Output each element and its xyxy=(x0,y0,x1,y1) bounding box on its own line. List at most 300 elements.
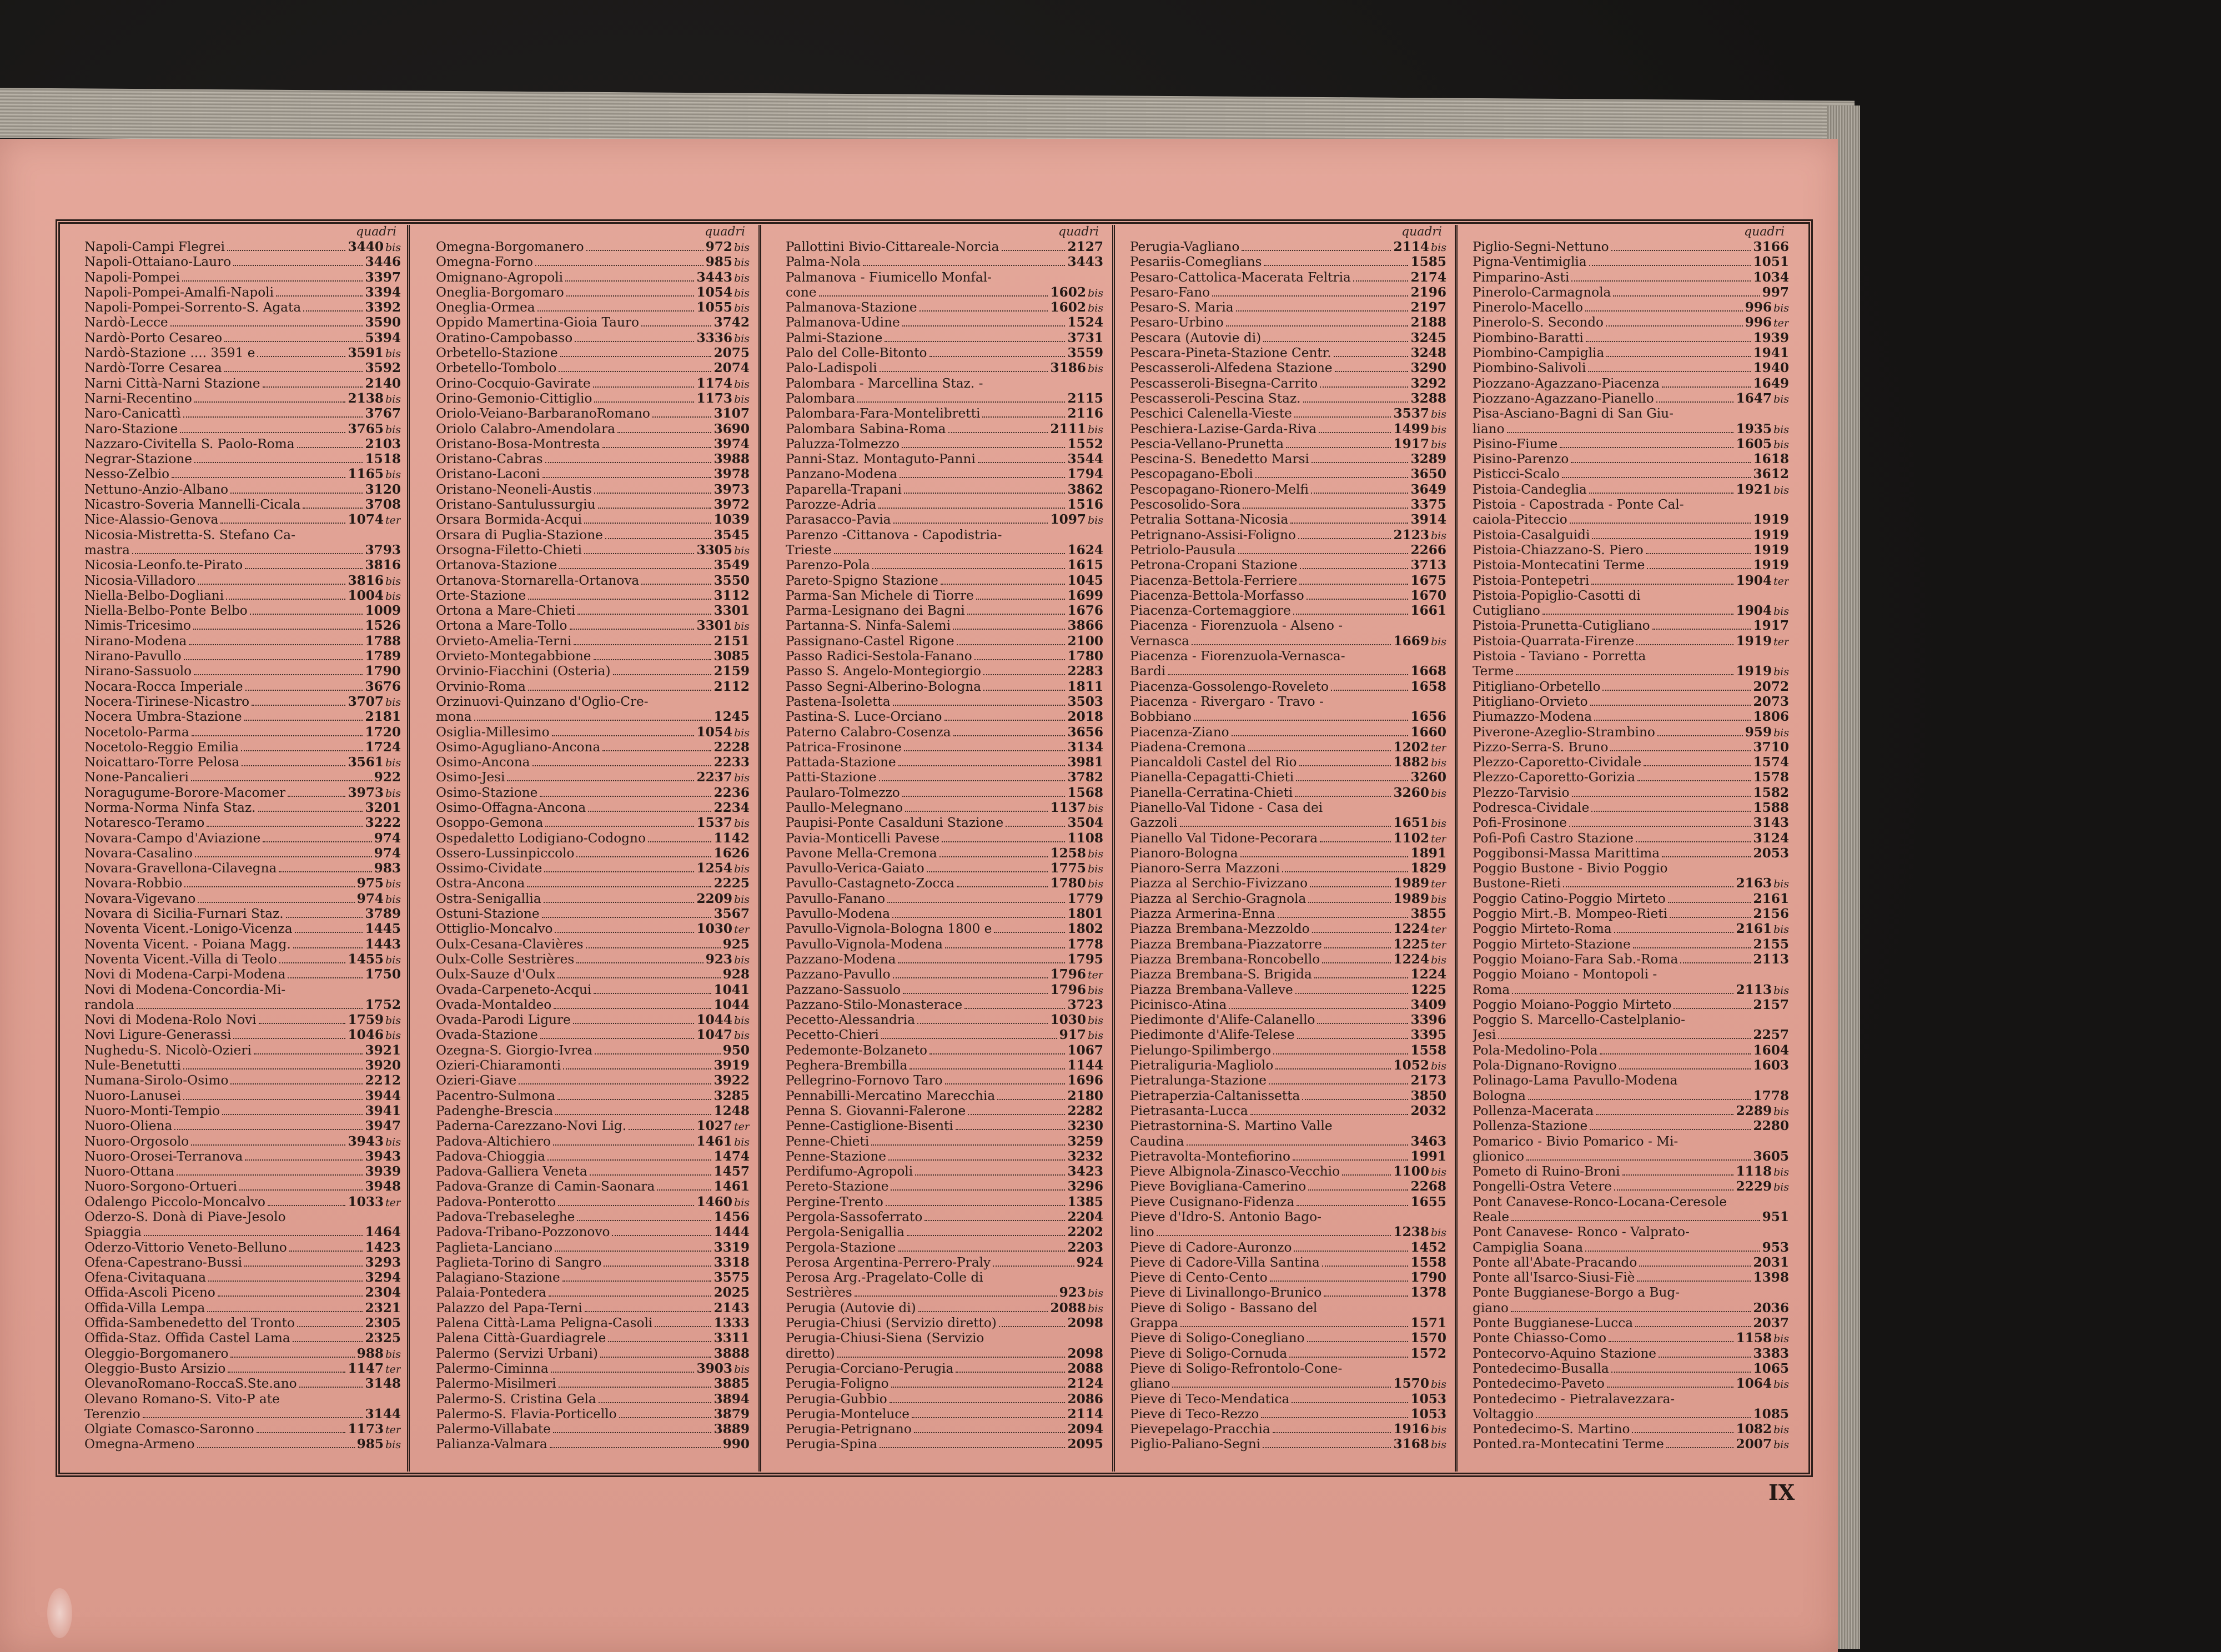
index-entry xyxy=(436,709,750,724)
leader-dots xyxy=(227,250,345,251)
leader-dots xyxy=(233,1038,345,1039)
route-name: Picinisco-Atina xyxy=(1130,997,1227,1012)
quadro-number: 2325 xyxy=(365,1330,401,1346)
leader-dots xyxy=(553,1432,712,1433)
quadro-number: 3544 xyxy=(1067,451,1103,467)
quadro-number: 1570 xyxy=(1393,1376,1429,1392)
quadro-number: 951 xyxy=(1762,1209,1789,1224)
quadro-number: 1423 xyxy=(365,1239,401,1255)
leader-dots xyxy=(259,1023,346,1024)
route-name: Perugia-Petrignano xyxy=(786,1422,912,1437)
column-header: quadri xyxy=(355,225,396,239)
route-name: randola xyxy=(84,997,134,1012)
route-name: Parma-Lesignano dei Bagni xyxy=(786,603,965,619)
quadro-number: 1904 xyxy=(1736,603,1772,619)
route-name: Ossero-Lussinpiccolo xyxy=(436,845,575,861)
route-name: Ovada-Carpeneto-Acqui xyxy=(436,982,592,997)
quadro-number: 2202 xyxy=(1067,1224,1103,1240)
leader-dots xyxy=(948,432,1048,433)
quadro-number: 1750 xyxy=(365,967,401,982)
route-name: Ostuni-Stazione xyxy=(436,906,540,922)
leader-dots xyxy=(905,811,1048,812)
index-entry xyxy=(436,906,750,921)
leader-dots xyxy=(1594,720,1751,721)
leader-dots xyxy=(193,629,363,630)
route-name: Palma-Nola xyxy=(786,254,861,270)
quadro-number: 1661 xyxy=(1410,603,1446,619)
route-name: Pomarico - Bivio Pomarico - Mi- xyxy=(1473,1133,1679,1149)
index-entry xyxy=(1130,1149,1446,1164)
leader-dots xyxy=(1516,674,1733,675)
index-entry xyxy=(786,937,1103,952)
index-entry xyxy=(1130,1437,1446,1452)
quadro-number: 1452 xyxy=(1410,1239,1446,1255)
route-name: Nardò-Torre Cesarea xyxy=(84,360,222,376)
index-entry xyxy=(1473,1012,1789,1027)
quadro-number: 1385 xyxy=(1067,1194,1103,1209)
quadro-suffix: bis xyxy=(385,423,401,436)
index-entry xyxy=(786,254,1103,269)
quadro-number: 1165 xyxy=(348,466,384,482)
quadro-number: 1537 xyxy=(696,815,732,831)
quadro-number: 2116 xyxy=(1067,406,1103,421)
index-entry xyxy=(786,1118,1103,1133)
index-entry xyxy=(1473,634,1789,649)
leader-dots xyxy=(924,1220,1065,1221)
route-name: Pescasseroli-Bisegna-Carrito xyxy=(1130,375,1318,391)
leader-dots xyxy=(547,1159,712,1161)
quadro-number: 1795 xyxy=(1067,951,1103,967)
quadro-number: 1941 xyxy=(1753,345,1789,361)
quadro-number: 3148 xyxy=(365,1376,401,1392)
quadro-number: 1033 xyxy=(348,1194,384,1209)
leader-dots xyxy=(528,599,711,600)
leader-dots xyxy=(1300,568,1409,569)
index-entry xyxy=(84,285,401,300)
route-name: Noicattaro-Torre Pelosa xyxy=(84,755,240,770)
route-name: Negrar-Stazione xyxy=(84,451,192,467)
route-name: Oulx-Cesana-Clavières xyxy=(436,936,584,952)
leader-dots xyxy=(593,386,695,388)
quadro-suffix: bis xyxy=(734,863,750,876)
leader-dots xyxy=(258,811,363,812)
quadro-number: 1917 xyxy=(1753,618,1789,634)
route-name: OlevanoRomano-RoccaS.Ste.ano xyxy=(84,1376,297,1392)
quadro-number: 1626 xyxy=(713,845,750,861)
quadro-suffix: bis xyxy=(734,817,750,830)
index-entry xyxy=(84,1270,401,1285)
route-name: Ponte all'Isarco-Siusi-Fiè xyxy=(1473,1270,1635,1286)
leader-dots xyxy=(1609,1341,1733,1342)
leader-dots xyxy=(289,1251,363,1252)
quadro-suffix: ter xyxy=(385,1424,401,1437)
index-entry xyxy=(84,497,401,512)
index-entry xyxy=(1473,800,1789,815)
leader-dots xyxy=(1324,947,1391,948)
quadro-number: 2321 xyxy=(365,1300,401,1315)
quadro-number: 2159 xyxy=(713,664,750,679)
index-entry xyxy=(84,406,401,421)
quadro-number: 3292 xyxy=(1410,375,1446,391)
leader-dots xyxy=(551,1372,695,1373)
quadro-suffix: bis xyxy=(1773,1166,1789,1179)
index-entry xyxy=(436,300,750,315)
leader-dots xyxy=(871,1144,1065,1146)
quadro-suffix: bis xyxy=(1773,726,1789,739)
index-entry xyxy=(84,876,401,891)
index-entry xyxy=(84,1088,401,1103)
quadro-number: 3550 xyxy=(713,573,750,588)
quadro-number: 3708 xyxy=(365,497,401,513)
index-entry xyxy=(786,558,1103,573)
index-entry xyxy=(1130,1118,1446,1133)
quadro-number: 3124 xyxy=(1753,830,1789,846)
index-entry xyxy=(786,921,1103,936)
route-name: liano xyxy=(1473,421,1505,436)
leader-dots xyxy=(1194,720,1409,721)
route-name: Pieve di Cento-Cento xyxy=(1130,1270,1268,1286)
route-name: Pescosolido-Sora xyxy=(1130,497,1241,513)
route-name: Ponte all'Abate-Pracando xyxy=(1473,1254,1637,1270)
index-entry xyxy=(84,1330,401,1345)
leader-dots xyxy=(268,1205,345,1206)
index-entry xyxy=(436,1407,750,1422)
quadro-number: 1074 xyxy=(348,512,384,528)
leader-dots xyxy=(184,886,354,887)
index-entry xyxy=(1473,1346,1789,1361)
quadro-number: 3463 xyxy=(1410,1133,1446,1149)
leader-dots xyxy=(1299,765,1391,766)
index-entry xyxy=(1130,618,1446,633)
leader-dots xyxy=(542,477,712,478)
route-name: Pietraperzia-Caltanissetta xyxy=(1130,1088,1300,1103)
route-name: Olgiate Comasco-Saronno xyxy=(84,1422,254,1437)
route-name: Paterno Calabro-Cosenza xyxy=(786,724,951,740)
quadro-number: 3290 xyxy=(1410,360,1446,376)
quadro-number: 3656 xyxy=(1067,724,1103,740)
route-name: Pazzano-Modena xyxy=(786,951,896,967)
index-entry xyxy=(84,770,401,785)
leader-dots xyxy=(192,735,363,736)
route-name: Piazza Brembana-Roncobello xyxy=(1130,951,1320,967)
quadro-number: 1460 xyxy=(696,1194,732,1209)
leader-dots xyxy=(857,401,1065,403)
quadro-number: 1602 xyxy=(1050,284,1086,300)
quadro-number: 1097 xyxy=(1050,512,1086,528)
route-name: Pavullo-Castagneto-Zocca xyxy=(786,876,955,891)
quadro-suffix: ter xyxy=(734,923,750,936)
index-entry xyxy=(1473,528,1789,543)
index-entry xyxy=(84,1209,401,1224)
quadro-number: 1891 xyxy=(1410,845,1446,861)
leader-dots xyxy=(263,386,363,388)
leader-dots xyxy=(602,447,712,448)
leader-dots xyxy=(1312,462,1409,463)
quadro-number: 959 xyxy=(1745,724,1772,740)
quadro-suffix: bis xyxy=(1088,423,1103,436)
quadro-number: 1571 xyxy=(1410,1315,1446,1331)
route-name: Ostra-Senigallia xyxy=(436,891,541,906)
route-name: Pitigliano-Orbetello xyxy=(1473,679,1601,694)
index-entry xyxy=(84,846,401,861)
route-name: Osimo-Offagna-Ancona xyxy=(436,800,586,815)
route-name: Oristano-Cabras xyxy=(436,451,543,467)
quadro-number: 3305 xyxy=(696,542,732,558)
index-entry xyxy=(786,315,1103,330)
index-entry xyxy=(1130,1073,1446,1088)
quadro-number: 3443 xyxy=(696,269,732,285)
route-name: Poggio Moiano - Montopoli - xyxy=(1473,967,1657,982)
leader-dots xyxy=(1180,1326,1409,1327)
index-entry xyxy=(1473,1209,1789,1224)
quadro-number: 2140 xyxy=(365,375,401,391)
quadro-number: 1675 xyxy=(1410,573,1446,588)
leader-dots xyxy=(550,1447,721,1448)
quadro-number: 1647 xyxy=(1736,390,1772,406)
route-name: Ozieri-Giave xyxy=(436,1073,517,1088)
quadro-number: 2143 xyxy=(713,1300,750,1315)
index-entry xyxy=(1473,1043,1789,1058)
index-entry xyxy=(1473,1164,1789,1179)
quadro-number: 1604 xyxy=(1753,1042,1789,1058)
index-entry xyxy=(1473,1103,1789,1118)
index-entry xyxy=(436,436,750,451)
route-name: Peschici Calenella-Vieste xyxy=(1130,406,1292,421)
route-name: Piumazzo-Modena xyxy=(1473,709,1592,725)
quadro-number: 1574 xyxy=(1753,755,1789,770)
index-entry xyxy=(1130,891,1446,906)
leader-dots xyxy=(555,1114,711,1115)
route-name: cone xyxy=(786,284,817,300)
index-entry xyxy=(786,785,1103,800)
quadro-number: 1669 xyxy=(1393,633,1429,649)
route-name: Palagiano-Stazione xyxy=(436,1270,560,1286)
quadro-number: 974 xyxy=(374,845,401,861)
leader-dots xyxy=(279,962,346,963)
leader-dots xyxy=(1637,780,1751,781)
route-name: Oriolo-Veiano-BarbaranoRomano xyxy=(436,406,650,421)
index-entry xyxy=(436,1164,750,1179)
quadro-number: 974 xyxy=(356,891,384,906)
route-name: Pavullo-Fanano xyxy=(786,891,886,906)
index-entry xyxy=(786,694,1103,709)
index-entry xyxy=(436,1103,750,1118)
index-entry xyxy=(1130,482,1446,497)
route-name: Gazzoli xyxy=(1130,815,1178,831)
index-entry xyxy=(1130,1346,1446,1361)
index-entry xyxy=(84,1300,401,1315)
quadro-suffix: bis xyxy=(385,787,401,800)
index-entry xyxy=(786,1194,1103,1209)
quadro-suffix: bis xyxy=(734,726,750,739)
leader-dots xyxy=(263,841,371,842)
route-name: Pastina-S. Luce-Orciano xyxy=(786,709,942,725)
quadro-number: 5394 xyxy=(365,330,401,345)
quadro-number: 3222 xyxy=(365,815,401,831)
index-entry xyxy=(1473,573,1789,588)
quadro-suffix: bis xyxy=(1431,242,1446,254)
quadro-number: 1445 xyxy=(365,921,401,937)
leader-dots xyxy=(598,508,712,509)
leader-dots xyxy=(1606,325,1743,327)
index-entry xyxy=(1473,1073,1789,1088)
index-entry xyxy=(436,694,750,709)
route-name: Pieve di Cadore-Villa Santina xyxy=(1130,1254,1320,1270)
leader-dots xyxy=(174,1129,363,1130)
quadro-number: 1696 xyxy=(1067,1073,1103,1088)
quadro-number: 3134 xyxy=(1067,739,1103,755)
leader-dots xyxy=(902,447,1065,448)
quadro-suffix: bis xyxy=(385,1136,401,1148)
index-entry xyxy=(1130,937,1446,952)
leader-dots xyxy=(1610,750,1751,751)
route-name: Osimo-Jesi xyxy=(436,770,505,785)
index-entry xyxy=(1473,740,1789,755)
quadro-number: 1660 xyxy=(1410,724,1446,740)
index-entry xyxy=(84,785,401,800)
index-entry xyxy=(436,1300,750,1315)
leader-dots xyxy=(1570,523,1751,524)
quadro-number: 1811 xyxy=(1067,679,1103,694)
leader-dots xyxy=(929,356,1066,357)
index-entry xyxy=(786,649,1103,664)
quadro-number: 3248 xyxy=(1410,345,1446,361)
index-entry xyxy=(1473,664,1789,679)
route-name: Palmanova - Fiumicello Monfal- xyxy=(786,269,992,285)
route-name: Novi di Modena-Carpi-Modena xyxy=(84,967,286,982)
quadro-suffix: bis xyxy=(734,302,750,315)
quadro-number: 1582 xyxy=(1753,785,1789,800)
route-name: Pianoro-Bologna xyxy=(1130,845,1238,861)
route-name: Pisino-Fiume xyxy=(1473,436,1558,451)
leader-dots xyxy=(886,1205,1066,1206)
route-name: Napoli-Pompei-Amalfi-Napoli xyxy=(84,284,274,300)
route-name: Piacenza - Fiorenzuola-Vernasca- xyxy=(1130,649,1345,664)
quadro-number: 1054 xyxy=(696,724,732,740)
leader-dots xyxy=(612,1235,711,1236)
index-entry xyxy=(84,709,401,724)
leader-dots xyxy=(1297,1205,1408,1206)
leader-dots xyxy=(254,1053,363,1055)
route-name: Osimo-Ancona xyxy=(436,755,530,770)
quadro-number: 1041 xyxy=(713,982,750,997)
route-name: Paglieta-Lanciano xyxy=(436,1239,553,1255)
index-entry xyxy=(786,1179,1103,1194)
index-entry xyxy=(786,861,1103,876)
quadro-number: 3920 xyxy=(365,1058,401,1073)
quadro-number: 1174 xyxy=(696,375,732,391)
quadro-number: 3201 xyxy=(365,800,401,815)
quadro-number: 1578 xyxy=(1753,770,1789,785)
quadro-number: 1142 xyxy=(713,830,750,846)
route-name: Padova-Altichiero xyxy=(436,1133,551,1149)
index-entry xyxy=(436,1330,750,1345)
route-name: Piedimonte d'Alife-Calanello xyxy=(1130,1012,1315,1028)
quadro-number: 1655 xyxy=(1410,1194,1446,1209)
index-column-4 xyxy=(1130,225,1446,1472)
index-entry xyxy=(786,1270,1103,1285)
leader-dots xyxy=(904,750,1066,751)
quadro-number: 1919 xyxy=(1753,542,1789,558)
index-entry xyxy=(436,360,750,375)
leader-dots xyxy=(1614,1189,1734,1191)
leader-dots xyxy=(1342,1174,1391,1176)
quadro-number: 1794 xyxy=(1067,466,1103,482)
quadro-number: 1919 xyxy=(1736,664,1772,679)
leader-dots xyxy=(956,1129,1066,1130)
leader-dots xyxy=(1324,1296,1408,1297)
index-entry xyxy=(436,345,750,360)
route-name: Nuoro-Ottana xyxy=(84,1164,175,1179)
quadro-number: 2188 xyxy=(1410,315,1446,330)
route-name: Omegna-Borgomanero xyxy=(436,239,584,254)
quadro-number: 2124 xyxy=(1067,1376,1103,1392)
index-entry xyxy=(84,1407,401,1422)
route-name: Pavullo-Verica-Gaiato xyxy=(786,861,924,876)
quadro-number: 1245 xyxy=(713,709,750,725)
index-entry xyxy=(1130,573,1446,588)
route-name: Pistoia - Capostrada - Ponte Cal- xyxy=(1473,497,1684,513)
leader-dots xyxy=(600,1357,712,1358)
leader-dots xyxy=(559,568,711,569)
route-name: Pigna-Ventimiglia xyxy=(1473,254,1587,270)
quadro-number: 3879 xyxy=(713,1406,750,1422)
route-name: Palianza-Valmara xyxy=(436,1437,547,1452)
route-name: Podresca-Cividale xyxy=(1473,800,1590,815)
route-name: Pontedecimo-Paveto xyxy=(1473,1376,1605,1392)
leader-dots xyxy=(1586,341,1751,342)
quadro-suffix: bis xyxy=(1088,802,1103,815)
quadro-suffix: bis xyxy=(1773,423,1789,436)
route-name: Penne-Chieti xyxy=(786,1133,870,1149)
index-entry xyxy=(1130,315,1446,330)
quadro-number: 2031 xyxy=(1753,1254,1789,1270)
quadro-number: 1082 xyxy=(1736,1422,1772,1437)
leader-dots xyxy=(570,629,695,630)
leader-dots xyxy=(1278,917,1409,918)
leader-dots xyxy=(1591,811,1751,812)
leader-dots xyxy=(1270,1281,1409,1282)
index-entry xyxy=(84,1315,401,1330)
index-entry xyxy=(1130,1376,1446,1391)
leader-dots xyxy=(1596,1114,1733,1115)
quadro-suffix: ter xyxy=(1431,832,1446,845)
index-entry xyxy=(84,512,401,527)
index-entry xyxy=(786,497,1103,512)
leader-dots xyxy=(303,508,363,509)
leader-dots xyxy=(983,690,1065,691)
quadro-number: 2151 xyxy=(713,633,750,649)
leader-dots xyxy=(1296,780,1408,781)
leader-dots xyxy=(191,780,372,781)
route-name: Panzano-Modena xyxy=(786,466,898,482)
index-entry xyxy=(436,664,750,679)
quadro-suffix: bis xyxy=(385,469,401,481)
quadro-number: 1796 xyxy=(1050,982,1086,997)
route-name: Narni-Recentino xyxy=(84,390,192,406)
index-entry xyxy=(786,1043,1103,1058)
index-entry xyxy=(786,967,1103,982)
route-name: Nicosia-Villadoro xyxy=(84,573,196,588)
quadro-suffix: bis xyxy=(385,393,401,405)
route-name: Petrignano-Assisi-Foligno xyxy=(1130,527,1296,543)
leader-dots xyxy=(207,826,363,827)
index-entry xyxy=(1130,800,1446,815)
index-entry xyxy=(1130,1209,1446,1224)
quadro-number: 1118 xyxy=(1736,1164,1772,1179)
index-entry xyxy=(1473,937,1789,952)
quadro-number: 3301 xyxy=(696,618,732,634)
